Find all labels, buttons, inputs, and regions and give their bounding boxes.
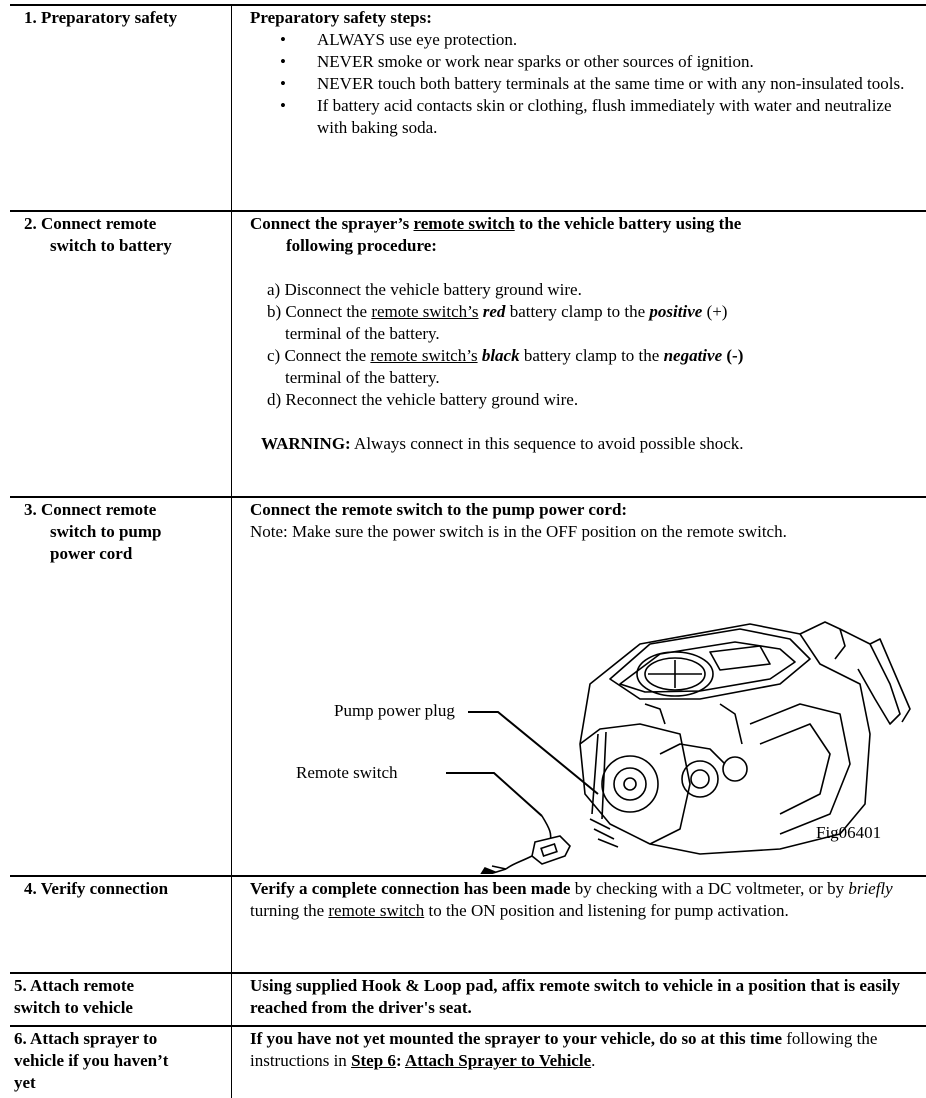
callout-remote-switch: Remote switch (296, 763, 398, 782)
row-rule (10, 4, 926, 6)
callout-pump-plug: Pump power plug (334, 701, 455, 720)
step-4-label: 4. Verify connection (24, 879, 169, 898)
row-rule (10, 1025, 926, 1027)
list-item: • NEVER smoke or work near sparks or other sources of ignition. (250, 51, 920, 73)
step-2c: c) Connect the remote switch’s black battery clamp to the negative (-) terminal of the battery. (267, 346, 744, 387)
list-item: • If battery acid contacts skin or clothing, flush immediately with water and neutralize with baking soda. (250, 95, 920, 139)
safety-list (250, 29, 920, 139)
row-rule (10, 496, 926, 498)
step-6-link[interactable]: Step 6 (351, 1051, 396, 1070)
step-2-intro: Connect the sprayer’s remote switch to the vehicle battery using the (250, 214, 742, 233)
step-5-content: Using supplied Hook & Loop pad, affix remote switch to vehicle in a position that is easily reached from the driver's seat. (250, 976, 900, 1017)
step-1-title: Preparatory safety steps: (250, 8, 432, 27)
step-6-label: 6. Attach sprayer to vehicle if you haven’t yet (14, 1029, 169, 1092)
step-3-label: 3. Connect remote switch to pump power cord (24, 500, 162, 563)
column-divider (231, 4, 232, 1098)
list-item: • NEVER touch both battery terminals at the same time or with any non-insulated tools. (250, 73, 920, 95)
warning: WARNING: Always connect in this sequence to avoid possible shock. (261, 434, 744, 453)
remote-switch-link: remote switch (328, 901, 425, 920)
step-1-content (250, 7, 920, 139)
step-4-content: Verify a complete connection has been made by checking with a DC voltmeter, or by briefly turning the remote switch to the ON position and listening for pump activation. (250, 879, 893, 920)
step-2d: d) Reconnect the vehicle battery ground wire. (267, 390, 579, 409)
figure-id: Fig06401 (816, 823, 882, 842)
step-5-label: 5. Attach remote switch to vehicle (14, 976, 135, 1017)
step-2a: a) Disconnect the vehicle battery ground wire. (267, 280, 582, 299)
step-2-content: Connect the sprayer’s remote switch to the vehicle battery using the following procedure: a) Disconnect the vehicle battery ground wire. b) Connect the remote switch’s red battery clamp to the positive (+) terminal of the battery. c) Connect the remote switch’s black battery clamp to the negative (-) terminal of the battery. d) Reconnect the vehicle battery ground wire. WARNING: Always connect in this sequence to avoid possible shock. (250, 213, 920, 455)
row-rule (10, 875, 926, 877)
step-1-label: 1. Preparatory safety (24, 8, 178, 27)
step-2b: b) Connect the remote switch’s red battery clamp to the positive (+) terminal of the battery. (267, 302, 728, 343)
row-rule (10, 972, 926, 974)
step-6-content: If you have not yet mounted the sprayer to your vehicle, do so at this time following the instructions in Step 6: Attach Sprayer to Vehicle. (250, 1029, 878, 1070)
list-item: • ALWAYS use eye protection. (250, 29, 920, 51)
step-3-content: Connect the remote switch to the pump power cord: Note: Make sure the power switch is in the OFF position on the remote switch. (250, 500, 787, 541)
step-2-label: 2. Connect remote switch to battery (24, 214, 172, 255)
row-rule (10, 210, 926, 212)
attach-sprayer-link[interactable]: Attach Sprayer to Vehicle (404, 1051, 592, 1070)
